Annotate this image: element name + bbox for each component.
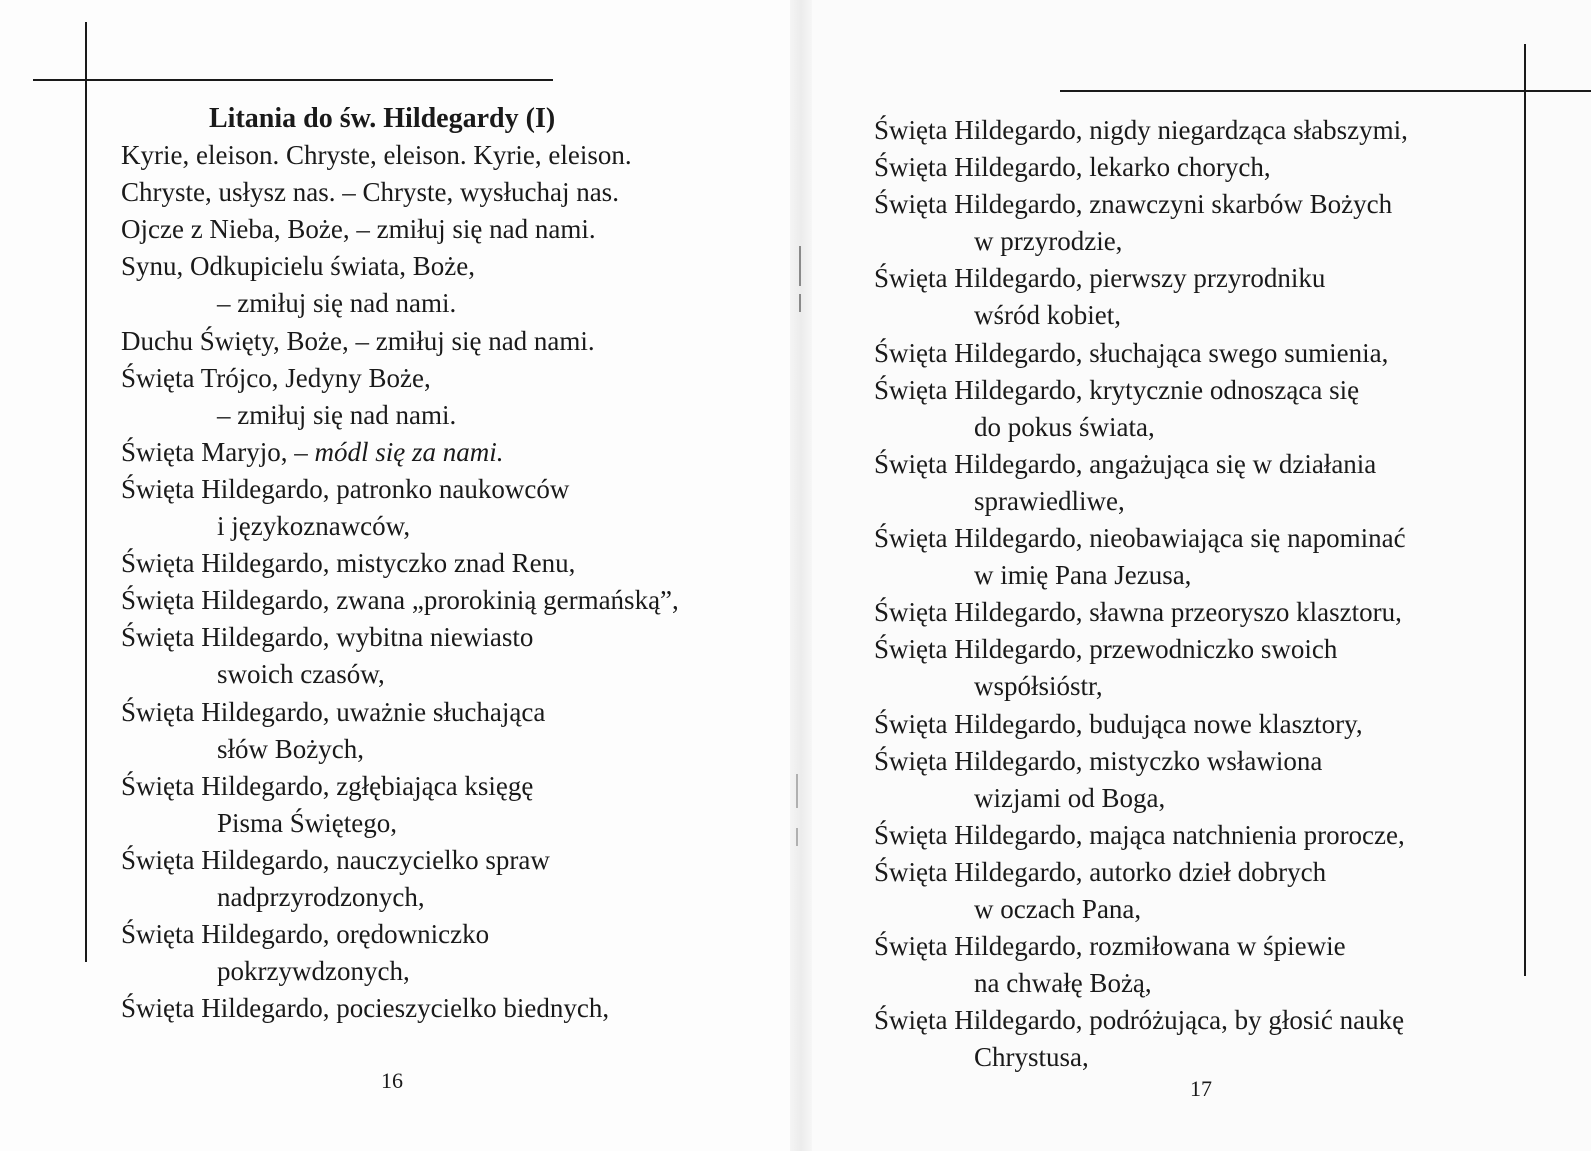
crop-mark-vertical-left bbox=[85, 22, 87, 962]
litany-line: Święta Hildegardo, mistyczko znad Renu, bbox=[121, 548, 576, 579]
litany-line: Święta Hildegardo, patronko naukowców bbox=[121, 473, 570, 504]
litany-continuation: na chwałę Bożą, bbox=[974, 968, 1152, 999]
litany-line: Święta Hildegardo, pocieszycielko biednych, bbox=[121, 993, 610, 1024]
page-number-left: 16 bbox=[381, 1068, 403, 1093]
litany-response-italic: – módl się za nami. bbox=[294, 436, 504, 467]
litany-line: Chryste, usłysz nas. – Chryste, wysłuchaj nas. bbox=[121, 177, 619, 208]
litany-continuation: wśród kobiet, bbox=[974, 300, 1121, 331]
litany-line: Duchu Święty, Boże, – zmiłuj się nad nami. bbox=[121, 325, 595, 356]
litany-continuation: i językoznawców, bbox=[217, 511, 411, 542]
right-page-text bbox=[874, 112, 1514, 1076]
litany-line: Święta Hildegardo, nieobawiająca się napominać bbox=[874, 523, 1406, 554]
litany-line: Święta Trójco, Jedyny Boże, bbox=[121, 362, 431, 393]
litany-line: Święta Hildegardo, pierwszy przyrodniku bbox=[874, 263, 1326, 294]
litany-response: – zmiłuj się nad nami. bbox=[217, 288, 457, 319]
litany-continuation: słów Bożych, bbox=[217, 733, 364, 764]
left-page-text bbox=[121, 100, 761, 1027]
crop-mark-horizontal-left bbox=[33, 79, 553, 81]
litany-line: Święta Hildegardo, nauczycielko spraw bbox=[121, 844, 550, 875]
litany-line: Święta Hildegardo, przewodniczko swoich bbox=[874, 634, 1338, 665]
litany-line: Święta Hildegardo, mistyczko wsławiona bbox=[874, 745, 1323, 776]
gutter-mark bbox=[799, 294, 801, 312]
litany-line: Święta Hildegardo, autorko dzieł dobrych bbox=[874, 856, 1327, 887]
litany-continuation: w przyrodzie, bbox=[974, 226, 1123, 257]
litany-line: Święta Hildegardo, nigdy niegardząca słabszymi, bbox=[874, 115, 1408, 145]
gutter-mark bbox=[799, 246, 801, 286]
litany-line bbox=[121, 434, 761, 471]
litany-continuation: w oczach Pana, bbox=[974, 893, 1142, 924]
litany-continuation: do pokus świata, bbox=[974, 411, 1155, 442]
page-title: Litania do św. Hildegardy (I) bbox=[209, 103, 556, 134]
litany-line: Święta Hildegardo, krytycznie odnosząca się bbox=[874, 374, 1360, 405]
litany-line: Święta Hildegardo, sławna przeoryszo klasztoru, bbox=[874, 597, 1402, 628]
litany-line: Święta Hildegardo, rozmiłowana w śpiewie bbox=[874, 931, 1346, 962]
litany-continuation: sprawiedliwe, bbox=[974, 485, 1125, 516]
litany-line: Święta Hildegardo, angażująca się w działania bbox=[874, 448, 1377, 479]
litany-continuation: swoich czasów, bbox=[217, 659, 385, 690]
litany-line: Kyrie, eleison. Chryste, eleison. Kyrie, eleison. bbox=[121, 140, 632, 171]
litany-continuation: w imię Pana Jezusa, bbox=[974, 560, 1192, 591]
page-number-right: 17 bbox=[1190, 1076, 1212, 1101]
litany-continuation: Pisma Świętego, bbox=[217, 807, 397, 838]
litany-response: – zmiłuj się nad nami. bbox=[217, 399, 457, 430]
litany-line: Święta Hildegardo, lekarko chorych, bbox=[874, 152, 1271, 183]
litany-line: Święta Hildegardo, wybitna niewiasto bbox=[121, 622, 534, 653]
litany-line: Ojcze z Nieba, Boże, – zmiłuj się nad nami. bbox=[121, 214, 596, 245]
litany-continuation: Chrystusa, bbox=[974, 1042, 1089, 1073]
book-gutter bbox=[790, 0, 812, 1151]
litany-invocation: Święta Maryjo, bbox=[121, 436, 295, 467]
litany-continuation: wizjami od Boga, bbox=[974, 782, 1166, 813]
litany-continuation: pokrzywdzonych, bbox=[217, 956, 410, 987]
litany-line: Święta Hildegardo, znawczyni skarbów Bożych bbox=[874, 189, 1393, 220]
litany-line: Święta Hildegardo, budująca nowe klasztory, bbox=[874, 708, 1363, 739]
litany-line: Synu, Odkupicielu świata, Boże, bbox=[121, 251, 475, 282]
crop-mark-horizontal-right bbox=[1060, 90, 1591, 92]
crop-mark-vertical-right bbox=[1524, 44, 1526, 976]
litany-line: Święta Hildegardo, słuchająca swego sumienia, bbox=[874, 337, 1389, 368]
litany-line: Święta Hildegardo, zgłębiająca księgę bbox=[121, 770, 534, 801]
gutter-mark bbox=[796, 774, 798, 808]
litany-line: Święta Hildegardo, mająca natchnienia prorocze, bbox=[874, 819, 1405, 850]
litany-line: Święta Hildegardo, zwana „prorokinią germańską”, bbox=[121, 585, 679, 616]
litany-line: Święta Hildegardo, podróżująca, by głosić naukę bbox=[874, 1005, 1405, 1036]
litany-continuation: współsióstr, bbox=[974, 671, 1103, 702]
litany-line: Święta Hildegardo, orędowniczko bbox=[121, 919, 490, 950]
litany-continuation: nadprzyrodzonych, bbox=[217, 881, 425, 912]
gutter-mark bbox=[796, 828, 798, 846]
litany-line: Święta Hildegardo, uważnie słuchająca bbox=[121, 696, 546, 727]
